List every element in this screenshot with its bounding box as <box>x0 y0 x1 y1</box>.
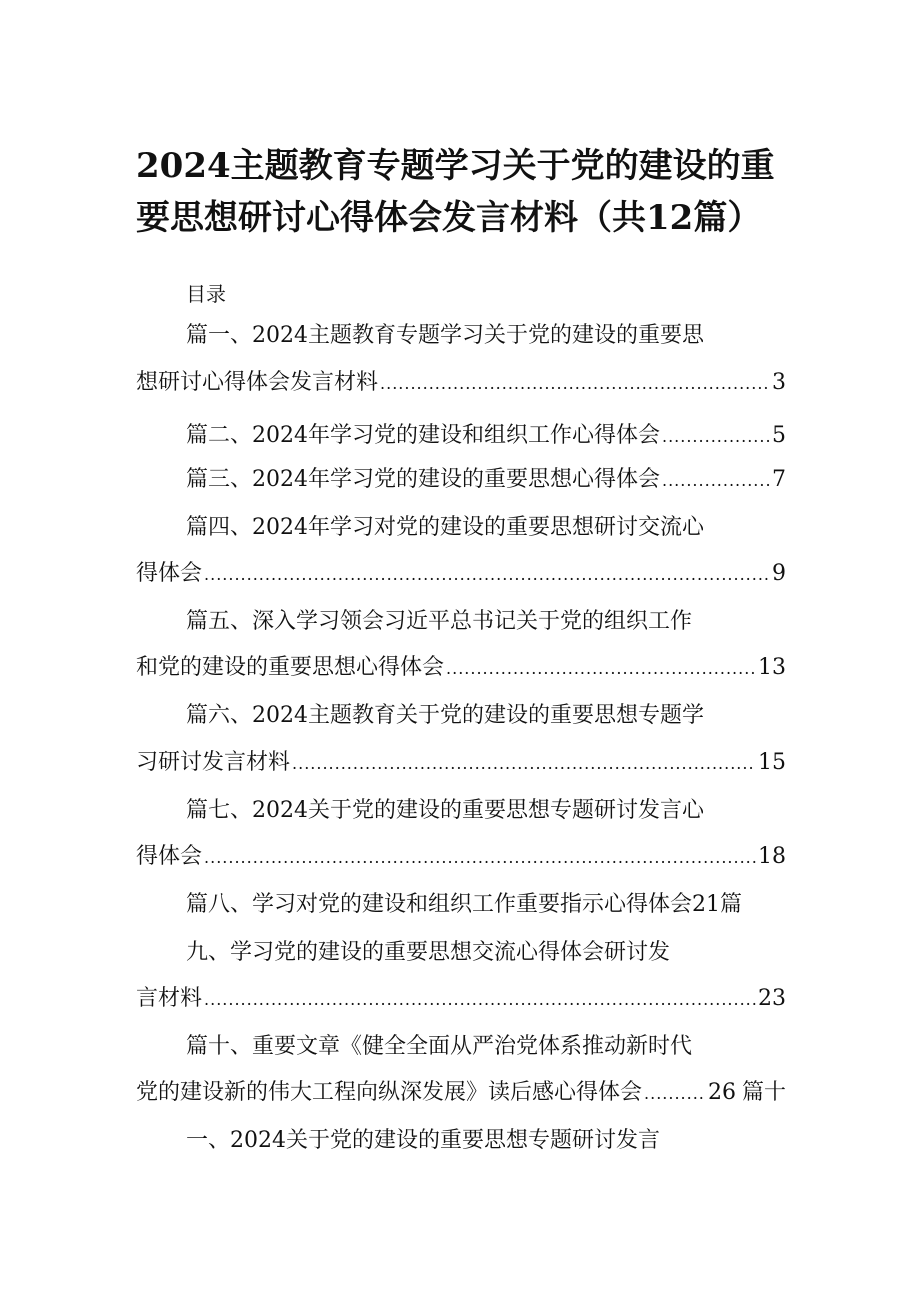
toc-line[interactable] <box>136 556 786 592</box>
toc-page-number: 7 <box>772 467 786 492</box>
toc-line[interactable] <box>136 698 786 734</box>
toc-line[interactable] <box>136 462 786 498</box>
toc-line[interactable] <box>136 650 786 686</box>
toc-entry-text: 篇十、重要文章《健全全面从严治党体系推动新时代 <box>186 1034 693 1059</box>
toc-page-number: 18 <box>758 844 786 869</box>
toc-line[interactable] <box>136 887 786 923</box>
toc-dot-leader <box>662 419 770 455</box>
toc-line[interactable] <box>136 1029 786 1065</box>
toc-line[interactable] <box>136 510 786 546</box>
toc-entry-text: 九、学习党的建设的重要思想交流心得体会研讨发 <box>186 940 671 965</box>
toc-entry-text: 想研讨心得体会发言材料 <box>136 370 379 395</box>
toc-dot-leader <box>662 463 770 499</box>
toc-entry-text: 得体会 <box>136 844 203 869</box>
toc-dot-leader <box>204 557 770 593</box>
toc-line[interactable] <box>136 318 786 354</box>
toc-line[interactable] <box>136 935 786 971</box>
toc-dot-leader <box>644 1076 706 1112</box>
toc-line[interactable] <box>136 839 786 875</box>
document-title-line-2: 要思想研讨心得体会发言材料（共12篇） <box>136 198 762 238</box>
toc-entry-text: 篇七、2024关于党的建设的重要思想专题研讨发言心 <box>186 798 704 823</box>
toc-entry-text: 篇六、2024主题教育关于党的建设的重要思想专题学 <box>186 703 704 728</box>
toc-page-number: 3 <box>772 370 786 395</box>
toc-entry-text: 言材料 <box>136 986 203 1011</box>
toc-page-number: 23 <box>758 986 786 1011</box>
toc-line[interactable] <box>136 745 786 781</box>
toc-wrapped-next-entry: 篇十 <box>741 1080 786 1105</box>
toc-entry-text: 篇八、学习对党的建设和组织工作重要指示心得体会21篇 <box>186 892 742 917</box>
toc-entry-text: 篇四、2024年学习对党的建设的重要思想研讨交流心 <box>186 515 704 540</box>
toc-page-number: 15 <box>758 750 786 775</box>
toc-dot-leader <box>446 651 756 687</box>
toc-entry-text: 篇一、2024主题教育专题学习关于党的建设的重要思 <box>186 323 704 348</box>
toc-line[interactable] <box>136 1123 786 1159</box>
toc-dot-leader <box>204 840 756 876</box>
toc-entry-text: 篇三、2024年学习党的建设的重要思想心得体会 <box>186 467 660 492</box>
toc-line[interactable] <box>136 793 786 829</box>
toc-line[interactable] <box>136 365 786 401</box>
toc-page-number: 5 <box>772 423 786 448</box>
document-title <box>136 140 776 244</box>
document-title-line-1: 2024主题教育专题学习关于党的建设的重 <box>136 146 775 186</box>
toc-dot-leader <box>204 982 756 1018</box>
toc-line[interactable] <box>136 1075 786 1111</box>
toc-entry-text: 得体会 <box>136 561 203 586</box>
toc-page-number: 13 <box>758 655 786 680</box>
toc-page-number: 9 <box>772 561 786 586</box>
toc-dot-leader <box>380 366 770 402</box>
toc-entry-text: 一、2024关于党的建设的重要思想专题研讨发言 <box>186 1128 660 1153</box>
toc-entry-text: 和党的建设的重要思想心得体会 <box>136 655 445 680</box>
toc-entry-text: 篇五、深入学习领会习近平总书记关于党的组织工作 <box>186 609 693 634</box>
toc-line[interactable] <box>136 981 786 1017</box>
toc-line[interactable] <box>136 604 786 640</box>
toc-line[interactable] <box>136 418 786 454</box>
toc-dot-leader <box>292 746 756 782</box>
toc-entry-text: 党的建设新的伟大工程向纵深发展》读后感心得体会 <box>136 1080 643 1105</box>
toc-heading: 目录 <box>186 282 226 306</box>
toc-entry-text: 篇二、2024年学习党的建设和组织工作心得体会 <box>186 423 660 448</box>
toc-page-number: 26 <box>707 1080 736 1105</box>
toc-entry-text: 习研讨发言材料 <box>136 750 291 775</box>
